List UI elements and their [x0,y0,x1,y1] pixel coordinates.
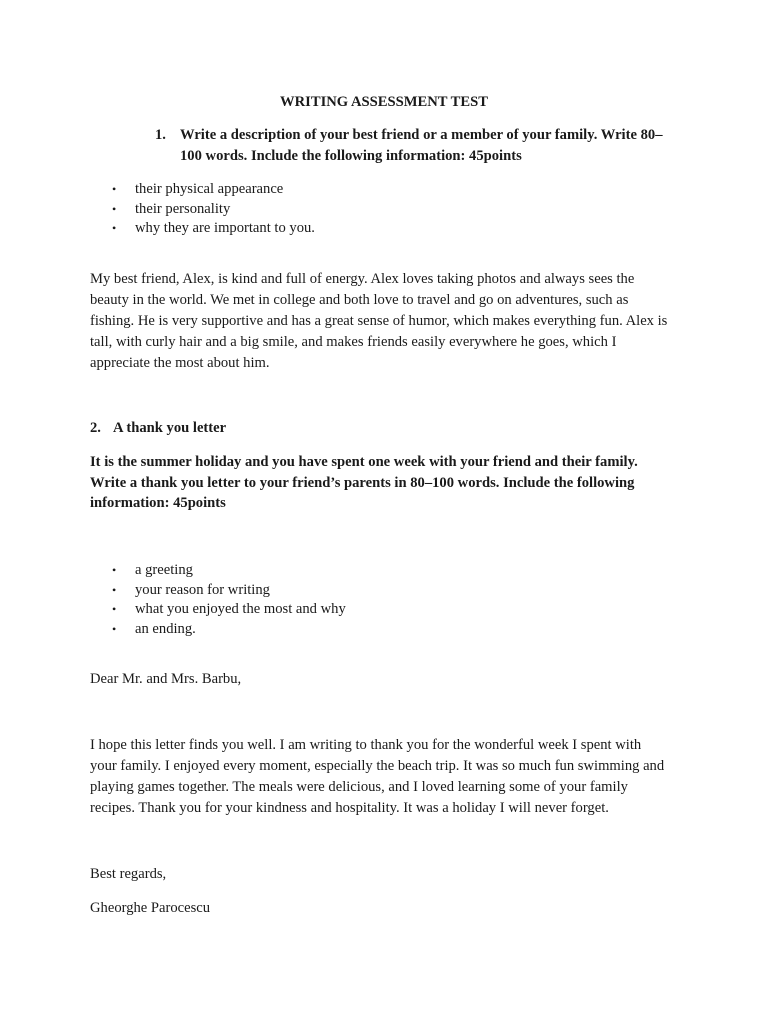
question-1-number: 1. [155,127,166,143]
list-item-text: a greeting [135,562,193,578]
bullet-icon: • [112,582,117,597]
list-item-text: your reason for writing [135,581,270,598]
bullet-icon: • [112,182,117,196]
question-2-heading [90,418,226,439]
letter-body: I hope this letter finds you well. I am writing to thank you for the wonderful week I spent with your family. I enjoyed every moment, especially the beach trip. It was so much fun swimming and playing games together. The meals were delicious, and I loved learning some of your family recipes. Thank you for your kindness and hospitality. It was a holiday I will never forget. [90,737,665,816]
letter-closing: Best regards, [90,866,167,882]
page-title: WRITING ASSESSMENT TEST [280,94,488,110]
list-item [111,581,346,601]
letter-greeting: Dear Mr. and Mrs. Barbu, [90,671,242,687]
question-2-heading-text: A thank you letter [113,420,227,436]
list-item-text: what you enjoyed the most and why [135,601,346,617]
letter-signature: Gheorghe Parocescu [90,900,211,916]
list-item-text: why they are important to you. [135,220,315,236]
list-item [111,561,346,581]
question-2-bullet-list [111,561,346,639]
list-item-text: an ending. [135,620,196,637]
list-item-text: their personality [135,200,231,217]
question-1-text: Write a description of your best friend or a member of your family. Write 80–100 words. Include the following information: 45points [180,127,663,164]
question-1-bullet-list [111,180,315,239]
bullet-icon: • [112,221,117,235]
question-2-prompt: It is the summer holiday and you have spent one week with your friend and their family. Write a thank you letter to your friend’s parents in 80–100 words. Include the following information: 45points [90,454,638,511]
list-item [111,219,315,239]
bullet-icon: • [112,201,117,216]
list-item [111,600,346,620]
list-item [111,620,346,640]
question-2-number: 2. [90,420,101,436]
bullet-icon: • [112,602,117,616]
list-item [111,200,315,220]
list-item [111,180,315,200]
bullet-icon: • [112,621,117,636]
question-1-answer: My best friend, Alex, is kind and full of energy. Alex loves taking photos and always sees the beauty in the world. We met in college and both love to travel and go on adventures, such as fishing. He is very supportive and has a great sense of humor, which makes everything fun. Alex is tall, with curly hair and a big smile, and makes friends easily everywhere he goes, which I appreciate the most about him. [90,271,668,371]
list-item-text: their physical appearance [135,181,284,197]
question-1-prompt [155,125,675,167]
bullet-icon: • [112,563,117,577]
